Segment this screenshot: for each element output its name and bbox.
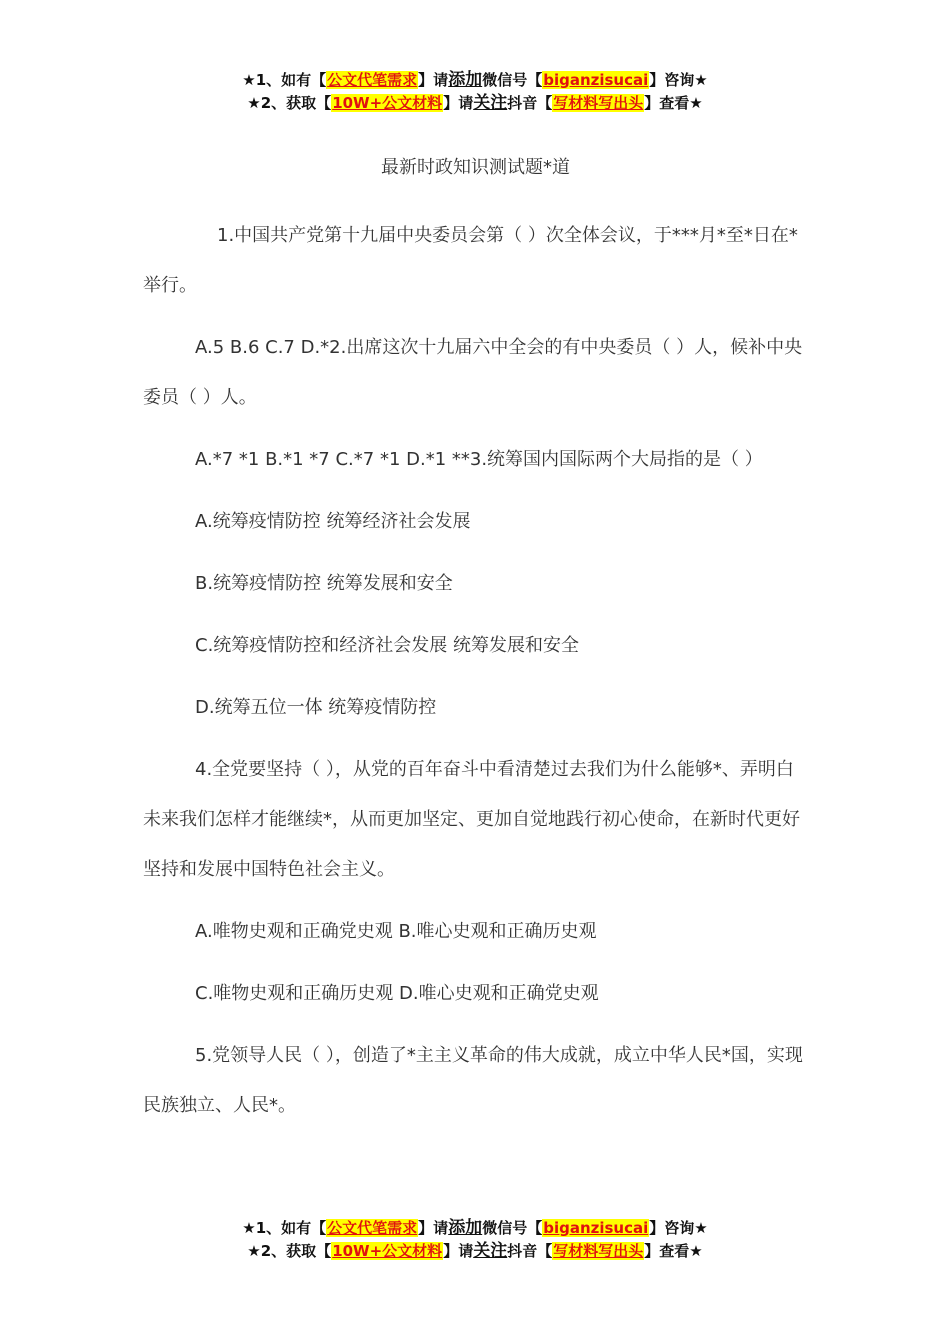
paragraph: A.*7 *1 B.*1 *7 C.*7 *1 D.*1 **3.统筹国内国际两个大局指的是（ ）: [195, 449, 763, 470]
header-banner: [0, 69, 950, 115]
banner-text: 】查看★: [644, 94, 703, 112]
banner-line-2: [0, 92, 950, 115]
highlight-materials: 10W+公文材料: [332, 1242, 443, 1260]
paragraph: 1.中国共产党第十九届中央委员会第（ ）次全体会议，于***月*至*日在*举行。: [143, 225, 798, 296]
highlight-wechat-id: biganzisucai: [543, 1219, 649, 1237]
banner-text: 】咨询★: [649, 71, 708, 89]
paragraph: C.唯物史观和正确历史观 D.唯心史观和正确党史观: [195, 983, 599, 1004]
banner-text: ★2、获取【: [247, 1242, 332, 1260]
paragraph: A.5 B.6 C.7 D.*2.出席这次十九届六中全会的有中央委员（ ）人，候补中央委员（ ）人。: [143, 337, 803, 408]
paragraph: 5.党领导人民（ ），创造了*主主义革命的伟大成就，成立中华人民*国，实现民族独立、人民*。: [143, 1045, 803, 1116]
highlight-service: 公文代笔需求: [327, 1219, 418, 1237]
emphasis-text: 关注: [473, 93, 508, 113]
highlight-douyin-account: 写材料写出头: [553, 1242, 644, 1260]
emphasis-text: 关注: [473, 1241, 508, 1261]
banner-text: 】咨询★: [649, 1219, 708, 1237]
highlight-materials: 10W+公文材料: [332, 94, 443, 112]
banner-text: 】请: [418, 1219, 449, 1237]
banner-text: 】查看★: [644, 1242, 703, 1260]
document-title: 最新时政知识测试题*道: [381, 157, 570, 178]
banner-text: 抖音【: [507, 1242, 553, 1260]
highlight-service: 公文代笔需求: [327, 71, 418, 89]
emphasis-text: 添加: [448, 70, 483, 90]
banner-text: 微信号【: [482, 71, 543, 89]
highlight-wechat-id: biganzisucai: [543, 71, 649, 89]
footer-banner: [0, 1217, 950, 1263]
banner-text: 】请: [418, 71, 449, 89]
banner-text: 微信号【: [482, 1219, 543, 1237]
document-body: [143, 150, 808, 1143]
paragraph: D.统筹五位一体 统筹疫情防控: [195, 697, 437, 718]
banner-line-1: [0, 69, 950, 92]
banner-text: ★2、获取【: [247, 94, 332, 112]
highlight-douyin-account: 写材料写出头: [553, 94, 644, 112]
emphasis-text: 添加: [448, 1218, 483, 1238]
paragraph: A.统筹疫情防控 统筹经济社会发展: [195, 511, 471, 532]
banner-text: ★1、如有【: [242, 1219, 327, 1237]
banner-text: ★1、如有【: [242, 71, 327, 89]
banner-text: 抖音【: [507, 94, 553, 112]
paragraph: A.唯物史观和正确党史观 B.唯心史观和正确历史观: [195, 921, 597, 942]
banner-line-1: [0, 1217, 950, 1240]
paragraph: 4.全党要坚持（ ），从党的百年奋斗中看清楚过去我们为什么能够*、弄明白未来我们怎样才能继续*，从而更加坚定、更加自觉地践行初心使命，在新时代更好坚持和发展中国特色社会主义。: [143, 759, 800, 880]
paragraph: C.统筹疫情防控和经济社会发展 统筹发展和安全: [195, 635, 580, 656]
banner-line-2: [0, 1240, 950, 1263]
banner-text: 】请: [443, 1242, 474, 1260]
paragraph: B.统筹疫情防控 统筹发展和安全: [195, 573, 453, 594]
banner-text: 】请: [443, 94, 474, 112]
